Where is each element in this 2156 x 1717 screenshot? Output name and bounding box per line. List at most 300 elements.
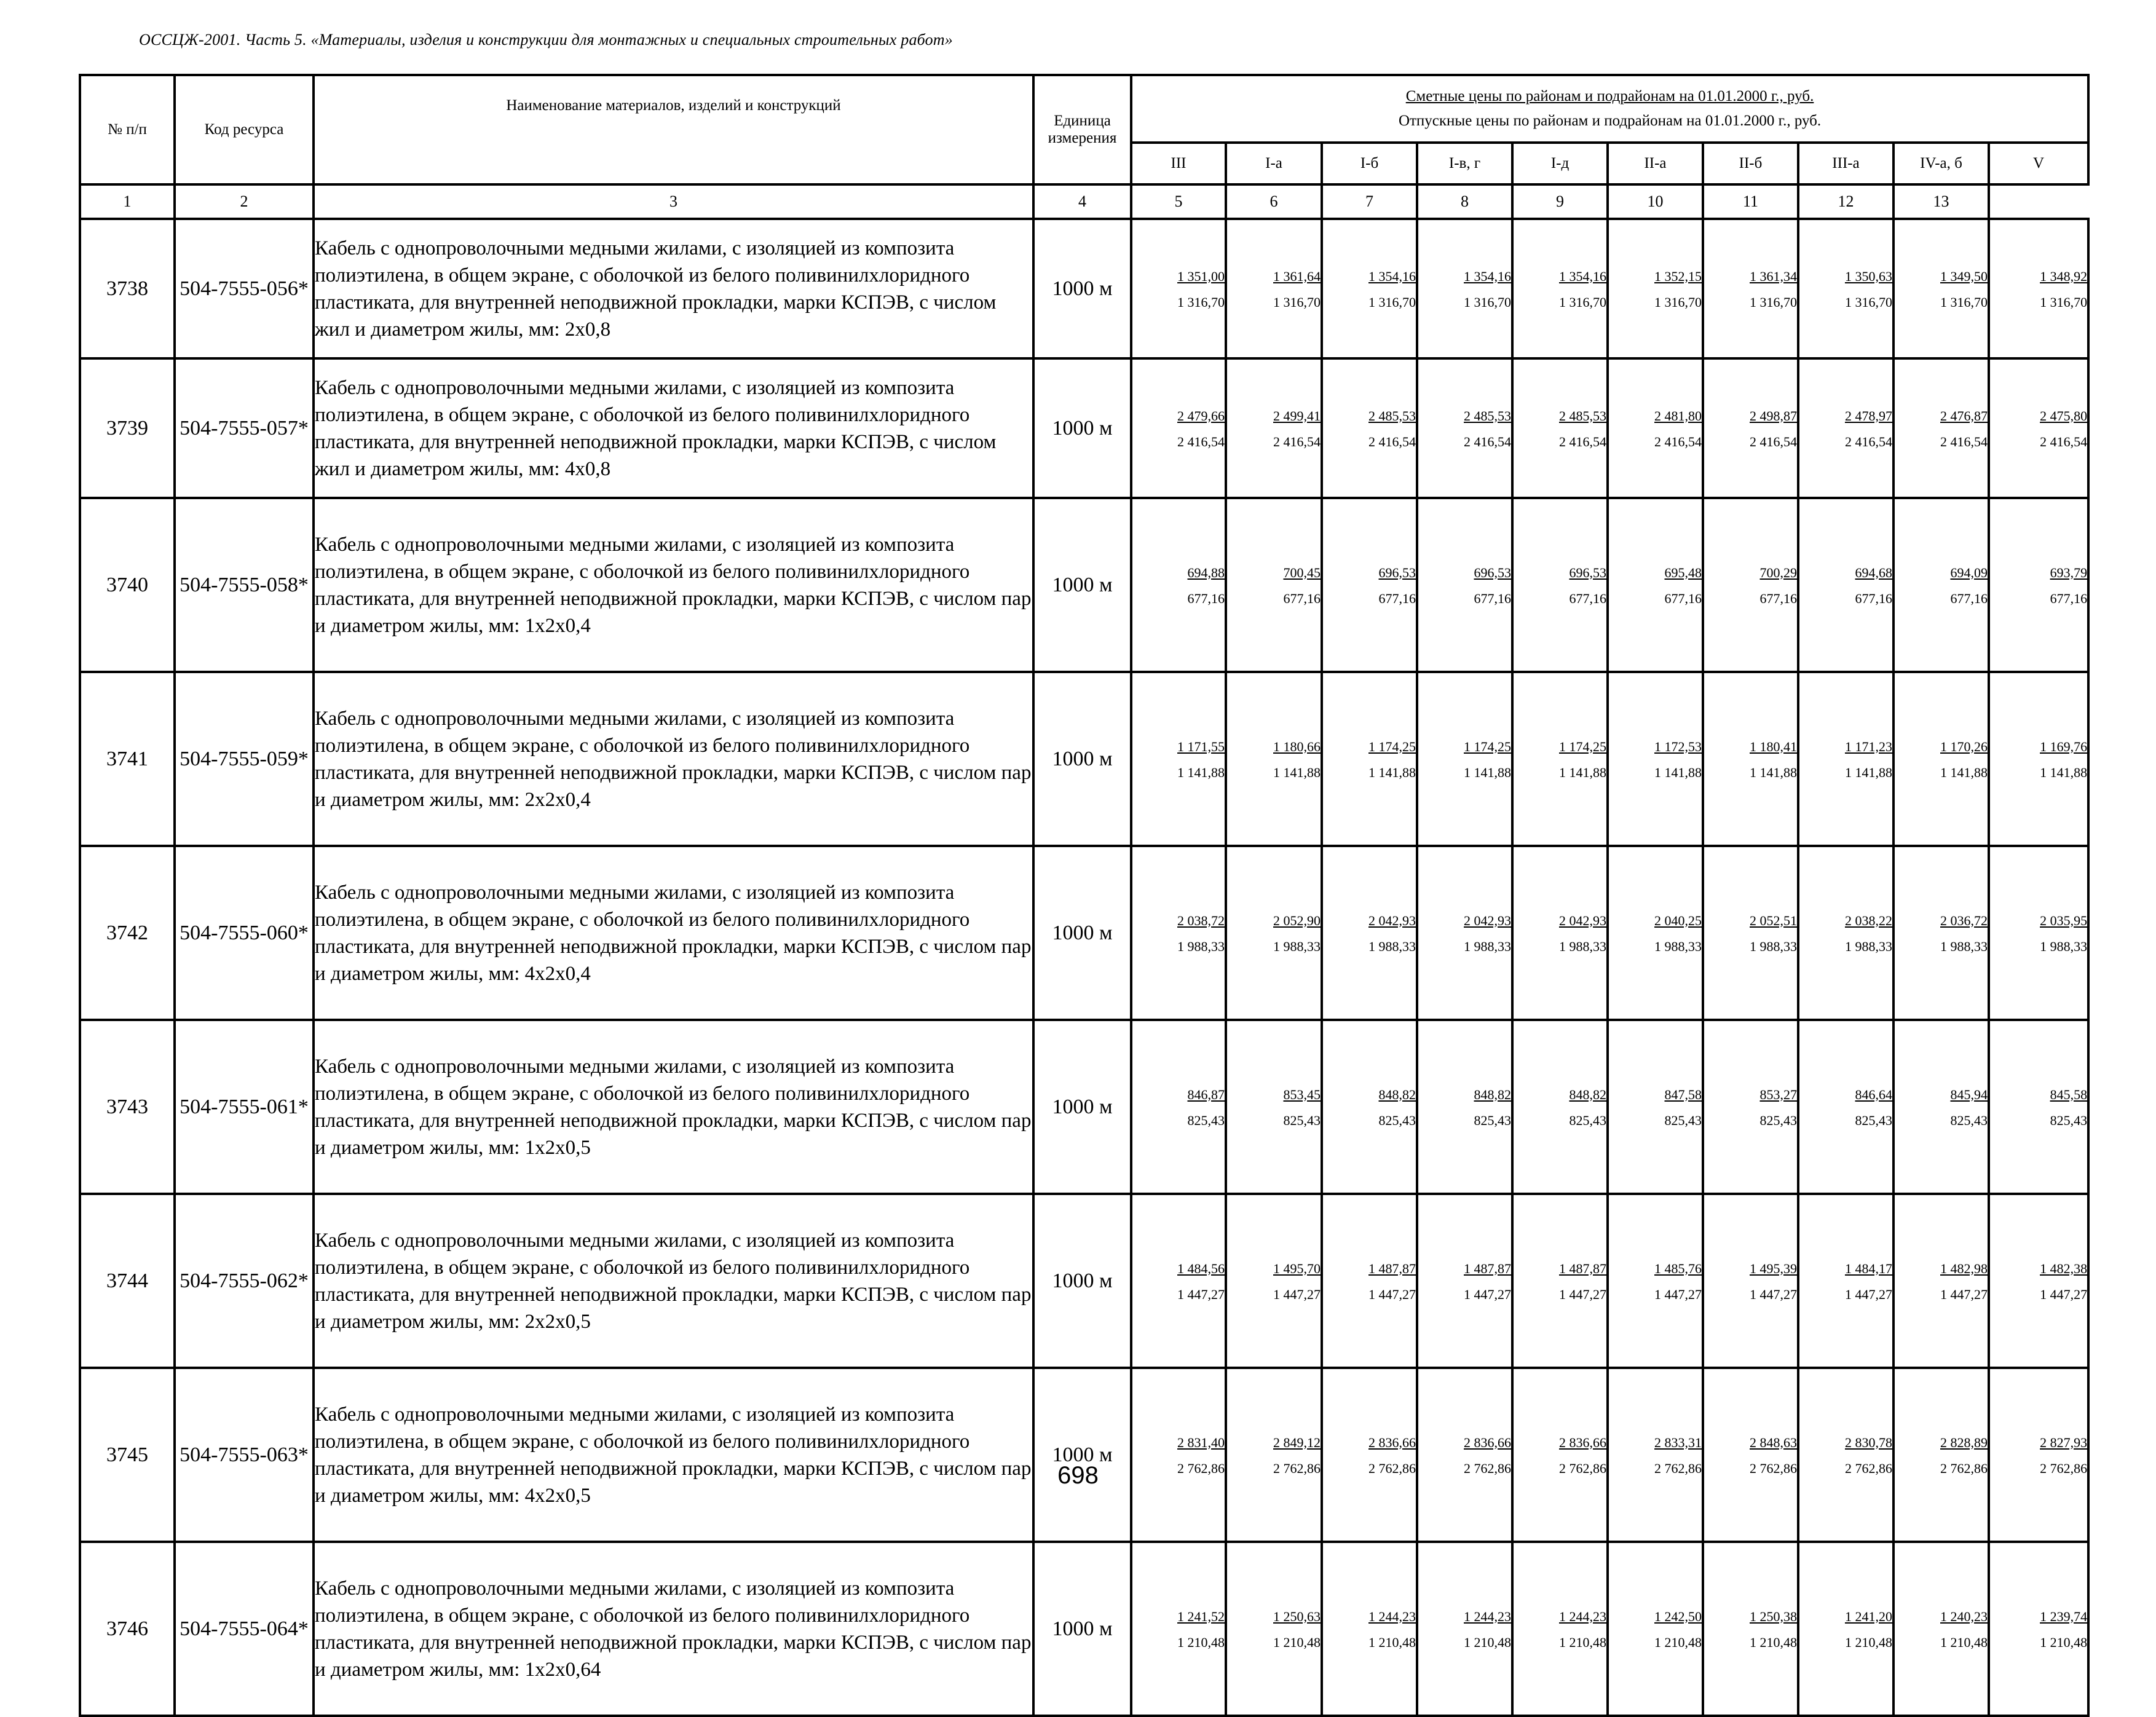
column-number: 2 <box>175 184 314 219</box>
estimate-price: 1 240,23 <box>1940 1608 1988 1624</box>
price-cell <box>1608 1368 1703 1542</box>
price-cell <box>1893 1020 1989 1194</box>
release-price: 1 447,27 <box>1177 1286 1225 1302</box>
resource-code: 504-7555-060* <box>175 846 314 1020</box>
release-price: 2 416,54 <box>1368 433 1416 449</box>
estimate-price: 694,09 <box>1950 564 1988 580</box>
release-price: 2 416,54 <box>1845 433 1892 449</box>
release-price: 1 210,48 <box>1464 1634 1511 1650</box>
release-price: 1 316,70 <box>1750 294 1797 310</box>
estimate-price: 1 241,20 <box>1845 1608 1892 1624</box>
price-cell <box>1798 1020 1893 1194</box>
price-cell <box>1893 1194 1989 1368</box>
release-price: 2 762,86 <box>2040 1460 2088 1476</box>
price-cell <box>1989 358 2088 498</box>
price-cell <box>1322 1194 1417 1368</box>
estimate-price: 2 042,93 <box>1464 912 1511 928</box>
material-name: Кабель с однопроволочными медными жилами, с изоляцией из композита полиэтилена, в общем экране, с оболочкой из белого поливинилхлоридного пластиката, для внутренней неподвижной прокладки, марки КСПЭВ, с числом пар и диаметром жилы, мм: 1х2х0,4 <box>314 498 1033 672</box>
material-name: Кабель с однопроволочными медными жилами, с изоляцией из композита полиэтилена, в общем экране, с оболочкой из белого поливинилхлоридного пластиката, для внутренней неподвижной прокладки, марки КСПЭВ, с числом жил и диаметром жилы, мм: 2х0,8 <box>314 219 1033 358</box>
price-cell <box>1512 1542 1608 1716</box>
unit-of-measure: 1000 м <box>1033 498 1131 672</box>
estimate-price: 2 828,89 <box>1940 1434 1988 1450</box>
release-price: 677,16 <box>1569 590 1606 606</box>
estimate-price: 2 042,93 <box>1559 912 1606 928</box>
unit-of-measure: 1000 м <box>1033 358 1131 498</box>
estimate-price: 2 849,12 <box>1273 1434 1321 1450</box>
header-prices <box>1131 75 2088 143</box>
column-number: 9 <box>1512 184 1608 219</box>
estimate-price: 1 174,25 <box>1559 738 1606 754</box>
price-cell <box>1226 358 1322 498</box>
release-price: 825,43 <box>1187 1112 1225 1128</box>
release-price: 1 210,48 <box>1654 1634 1702 1650</box>
estimate-price: 693,79 <box>2050 564 2088 580</box>
price-cell <box>1608 1542 1703 1716</box>
estimate-price: 1 241,52 <box>1177 1608 1225 1624</box>
estimate-price: 1 244,23 <box>1559 1608 1606 1624</box>
release-price: 1 447,27 <box>1368 1286 1416 1302</box>
material-name: Кабель с однопроволочными медными жилами, с изоляцией из композита полиэтилена, в общем экране, с оболочкой из белого поливинилхлоридного пластиката, для внутренней неподвижной прокладки, марки КСПЭВ, с числом пар и диаметром жилы, мм: 4х2х0,4 <box>314 846 1033 1020</box>
estimate-price: 2 836,66 <box>1464 1434 1511 1450</box>
estimate-price: 695,48 <box>1664 564 1702 580</box>
release-price: 1 141,88 <box>1177 764 1225 780</box>
estimate-price: 1 361,34 <box>1750 268 1797 284</box>
price-cell <box>1608 358 1703 498</box>
column-number: 8 <box>1417 184 1512 219</box>
price-cell <box>1512 1368 1608 1542</box>
column-number: 11 <box>1703 184 1798 219</box>
estimate-price: 848,82 <box>1569 1086 1606 1102</box>
estimate-price: 1 495,70 <box>1273 1260 1321 1276</box>
release-price: 1 141,88 <box>1273 764 1321 780</box>
region-header: III <box>1131 143 1226 184</box>
release-price: 677,16 <box>1855 590 1892 606</box>
price-cell <box>1226 1542 1322 1716</box>
price-cell <box>1322 358 1417 498</box>
release-price: 1 316,70 <box>1464 294 1511 310</box>
release-price: 1 316,70 <box>1559 294 1606 310</box>
header-code: Код ресурса <box>175 75 314 184</box>
release-price: 1 141,88 <box>1845 764 1892 780</box>
release-price: 2 416,54 <box>1559 433 1606 449</box>
release-price: 677,16 <box>1187 590 1225 606</box>
release-price: 2 416,54 <box>1750 433 1797 449</box>
estimate-price: 2 036,72 <box>1940 912 1988 928</box>
estimate-price: 1 482,38 <box>2040 1260 2088 1276</box>
resource-code: 504-7555-064* <box>175 1542 314 1716</box>
release-price: 1 447,27 <box>1940 1286 1988 1302</box>
estimate-price: 1 250,38 <box>1750 1608 1797 1624</box>
estimate-price: 1 180,41 <box>1750 738 1797 754</box>
region-header: I-б <box>1322 143 1417 184</box>
price-cell <box>1131 1542 1226 1716</box>
release-price: 825,43 <box>1378 1112 1416 1128</box>
release-price: 1 141,88 <box>1368 764 1416 780</box>
column-number: 5 <box>1131 184 1226 219</box>
release-price: 1 210,48 <box>1750 1634 1797 1650</box>
estimate-price: 845,94 <box>1950 1086 1988 1102</box>
region-header: IV-а, б <box>1893 143 1989 184</box>
estimate-price: 853,45 <box>1283 1086 1321 1102</box>
release-price: 2 416,54 <box>1177 433 1225 449</box>
price-cell <box>1322 219 1417 358</box>
price-cell <box>1322 846 1417 1020</box>
estimate-price: 1 361,64 <box>1273 268 1321 284</box>
price-cell <box>1322 498 1417 672</box>
table-row <box>80 672 2088 846</box>
estimate-price: 845,58 <box>2050 1086 2088 1102</box>
release-price: 1 447,27 <box>1750 1286 1797 1302</box>
price-cell <box>1989 219 2088 358</box>
unit-of-measure: 1000 м <box>1033 1020 1131 1194</box>
region-header: I-а <box>1226 143 1322 184</box>
region-header: II-а <box>1608 143 1703 184</box>
unit-of-measure: 1000 м <box>1033 1194 1131 1368</box>
price-cell <box>1417 672 1512 846</box>
estimate-price: 1 169,76 <box>2040 738 2088 754</box>
price-cell <box>1512 846 1608 1020</box>
material-name: Кабель с однопроволочными медными жилами, с изоляцией из композита полиэтилена, в общем экране, с оболочкой из белого поливинилхлоридного пластиката, для внутренней неподвижной прокладки, марки КСПЭВ, с числом пар и диаметром жилы, мм: 2х2х0,4 <box>314 672 1033 846</box>
estimate-price: 2 499,41 <box>1273 408 1321 424</box>
price-cell <box>1226 1194 1322 1368</box>
release-price: 825,43 <box>1569 1112 1606 1128</box>
column-number: 4 <box>1033 184 1131 219</box>
release-price: 677,16 <box>1283 590 1321 606</box>
release-price: 1 988,33 <box>1368 938 1416 954</box>
price-cell <box>1417 1542 1512 1716</box>
release-price: 677,16 <box>1378 590 1416 606</box>
price-cell <box>1226 672 1322 846</box>
estimate-price: 2 836,66 <box>1559 1434 1606 1450</box>
estimate-price: 1 487,87 <box>1559 1260 1606 1276</box>
estimate-price: 2 498,87 <box>1750 408 1797 424</box>
release-price: 2 416,54 <box>1273 433 1321 449</box>
price-cell <box>1989 672 2088 846</box>
price-cell <box>1131 1194 1226 1368</box>
release-price: 1 988,33 <box>1940 938 1988 954</box>
release-price: 1 988,33 <box>1559 938 1606 954</box>
release-price: 2 416,54 <box>1654 433 1702 449</box>
price-cell <box>1989 846 2088 1020</box>
estimate-price: 2 485,53 <box>1464 408 1511 424</box>
row-index: 3740 <box>80 498 175 672</box>
row-index: 3739 <box>80 358 175 498</box>
release-price: 1 988,33 <box>1177 938 1225 954</box>
estimate-price: 1 239,74 <box>2040 1608 2088 1624</box>
release-price: 1 141,88 <box>1940 764 1988 780</box>
header-unit: Единица измерения <box>1033 75 1131 184</box>
column-number: 1 <box>80 184 175 219</box>
table-body <box>80 219 2088 1716</box>
release-price: 677,16 <box>1950 590 1988 606</box>
estimate-price: 2 475,80 <box>2040 408 2088 424</box>
price-cell <box>1989 1194 2088 1368</box>
estimate-price: 1 244,23 <box>1464 1608 1511 1624</box>
estimate-price: 1 180,66 <box>1273 738 1321 754</box>
price-cell <box>1703 846 1798 1020</box>
price-cell <box>1131 1368 1226 1542</box>
estimate-price: 1 484,56 <box>1177 1260 1225 1276</box>
release-price: 1 316,70 <box>2040 294 2088 310</box>
release-price: 2 762,86 <box>1368 1460 1416 1476</box>
price-cell <box>1512 672 1608 846</box>
price-cell <box>1322 672 1417 846</box>
estimate-price: 696,53 <box>1569 564 1606 580</box>
column-number: 10 <box>1608 184 1703 219</box>
price-cell <box>1131 358 1226 498</box>
estimate-price: 700,29 <box>1759 564 1797 580</box>
release-price: 1 316,70 <box>1940 294 1988 310</box>
release-price: 1 210,48 <box>1273 1634 1321 1650</box>
release-price: 1 988,33 <box>2040 938 2088 954</box>
estimate-price: 2 833,31 <box>1654 1434 1702 1450</box>
price-cell <box>1798 498 1893 672</box>
price-cell <box>1703 1542 1798 1716</box>
release-price: 2 762,86 <box>1559 1460 1606 1476</box>
price-cell <box>1989 1368 2088 1542</box>
estimate-price: 853,27 <box>1759 1086 1797 1102</box>
estimate-price: 2 478,97 <box>1845 408 1892 424</box>
price-cell <box>1893 1368 1989 1542</box>
release-price: 2 762,86 <box>1273 1460 1321 1476</box>
price-cell <box>1417 1368 1512 1542</box>
header-prices-estimate: Сметные цены по районам и подрайонам на 01.01.2000 г., руб. <box>1405 88 1814 105</box>
price-cell <box>1226 219 1322 358</box>
release-price: 2 762,86 <box>1750 1460 1797 1476</box>
release-price: 1 210,48 <box>1177 1634 1225 1650</box>
estimate-price: 2 040,25 <box>1654 912 1702 928</box>
price-cell <box>1703 498 1798 672</box>
price-cell <box>1417 1020 1512 1194</box>
material-name: Кабель с однопроволочными медными жилами, с изоляцией из композита полиэтилена, в общем экране, с оболочкой из белого поливинилхлоридного пластиката, для внутренней неподвижной прокладки, марки КСПЭВ, с числом пар и диаметром жилы, мм: 1х2х0,5 <box>314 1020 1033 1194</box>
resource-code: 504-7555-061* <box>175 1020 314 1194</box>
price-cell <box>1322 1020 1417 1194</box>
estimate-price: 1 242,50 <box>1654 1608 1702 1624</box>
release-price: 1 141,88 <box>2040 764 2088 780</box>
release-price: 1 988,33 <box>1750 938 1797 954</box>
estimate-price: 1 171,55 <box>1177 738 1225 754</box>
release-price: 2 762,86 <box>1464 1460 1511 1476</box>
release-price: 1 316,70 <box>1368 294 1416 310</box>
material-name: Кабель с однопроволочными медными жилами, с изоляцией из композита полиэтилена, в общем экране, с оболочкой из белого поливинилхлоридного пластиката, для внутренней неподвижной прокладки, марки КСПЭВ, с числом пар и диаметром жилы, мм: 2х2х0,5 <box>314 1194 1033 1368</box>
release-price: 1 210,48 <box>1940 1634 1988 1650</box>
unit-of-measure: 1000 м <box>1033 219 1131 358</box>
column-number: 12 <box>1798 184 1893 219</box>
release-price: 1 210,48 <box>1559 1634 1606 1650</box>
price-cell <box>1131 846 1226 1020</box>
price-cell <box>1893 219 1989 358</box>
estimate-price: 2 836,66 <box>1368 1434 1416 1450</box>
price-cell <box>1608 498 1703 672</box>
price-cell <box>1608 846 1703 1020</box>
estimate-price: 694,68 <box>1855 564 1892 580</box>
estimate-price: 1 350,63 <box>1845 268 1892 284</box>
material-name: Кабель с однопроволочными медными жилами, с изоляцией из композита полиэтилена, в общем экране, с оболочкой из белого поливинилхлоридного пластиката, для внутренней неподвижной прокладки, марки КСПЭВ, с числом пар и диаметром жилы, мм: 4х2х0,5 <box>314 1368 1033 1542</box>
region-header: I-д <box>1512 143 1608 184</box>
estimate-price: 846,87 <box>1187 1086 1225 1102</box>
estimate-price: 696,53 <box>1474 564 1511 580</box>
region-header: V <box>1989 143 2088 184</box>
release-price: 1 447,27 <box>1273 1286 1321 1302</box>
estimate-price: 2 052,51 <box>1750 912 1797 928</box>
price-cell <box>1798 846 1893 1020</box>
price-cell <box>1512 358 1608 498</box>
estimate-price: 2 481,80 <box>1654 408 1702 424</box>
price-cell <box>1322 1542 1417 1716</box>
price-cell <box>1417 1194 1512 1368</box>
price-cell <box>1226 846 1322 1020</box>
estimate-price: 1 244,23 <box>1368 1608 1416 1624</box>
release-price: 1 316,70 <box>1845 294 1892 310</box>
estimate-price: 2 830,78 <box>1845 1434 1892 1450</box>
price-cell <box>1322 1368 1417 1542</box>
resource-code: 504-7555-058* <box>175 498 314 672</box>
price-cell <box>1798 1368 1893 1542</box>
release-price: 1 210,48 <box>2040 1634 2088 1650</box>
estimate-price: 846,64 <box>1855 1086 1892 1102</box>
row-index: 3738 <box>80 219 175 358</box>
estimate-price: 848,82 <box>1474 1086 1511 1102</box>
estimate-price: 700,45 <box>1283 564 1321 580</box>
release-price: 825,43 <box>1283 1112 1321 1128</box>
table-row <box>80 1542 2088 1716</box>
column-number: 7 <box>1322 184 1417 219</box>
document-header: ОССЦЖ-2001. Часть 5. «Материалы, изделия и конструкции для монтажных и специальных строительных работ» <box>139 31 953 49</box>
price-cell <box>1131 1020 1226 1194</box>
release-price: 1 447,27 <box>1464 1286 1511 1302</box>
price-cell <box>1226 1368 1322 1542</box>
estimate-price: 2 035,95 <box>2040 912 2088 928</box>
price-cell <box>1703 1368 1798 1542</box>
price-cell <box>1608 1020 1703 1194</box>
price-cell <box>1226 1020 1322 1194</box>
release-price: 2 762,86 <box>1845 1460 1892 1476</box>
row-index: 3743 <box>80 1020 175 1194</box>
estimate-price: 1 174,25 <box>1368 738 1416 754</box>
release-price: 677,16 <box>2050 590 2088 606</box>
unit-of-measure: 1000 м <box>1033 846 1131 1020</box>
release-price: 2 416,54 <box>1940 433 1988 449</box>
price-cell <box>1703 219 1798 358</box>
estimate-price: 1 349,50 <box>1940 268 1988 284</box>
estimate-price: 848,82 <box>1378 1086 1416 1102</box>
release-price: 1 316,70 <box>1177 294 1225 310</box>
estimate-price: 1 487,87 <box>1464 1260 1511 1276</box>
table-row <box>80 846 2088 1020</box>
column-number: 6 <box>1226 184 1322 219</box>
price-cell <box>1417 358 1512 498</box>
price-cell <box>1608 672 1703 846</box>
release-price: 677,16 <box>1759 590 1797 606</box>
estimate-price: 2 485,53 <box>1559 408 1606 424</box>
row-index: 3744 <box>80 1194 175 1368</box>
release-price: 2 762,86 <box>1940 1460 1988 1476</box>
header-row-top <box>80 75 2088 143</box>
header-row-numbers <box>80 184 2088 219</box>
row-index: 3746 <box>80 1542 175 1716</box>
estimate-price: 2 831,40 <box>1177 1434 1225 1450</box>
release-price: 2 762,86 <box>1654 1460 1702 1476</box>
price-cell <box>1798 358 1893 498</box>
header-name: Наименование материалов, изделий и конструкций <box>314 75 1033 184</box>
estimate-price: 2 485,53 <box>1368 408 1416 424</box>
price-cell <box>1703 1194 1798 1368</box>
release-price: 825,43 <box>1474 1112 1511 1128</box>
price-cell <box>1989 1542 2088 1716</box>
release-price: 1 210,48 <box>1368 1634 1416 1650</box>
price-cell <box>1798 1194 1893 1368</box>
resource-code: 504-7555-062* <box>175 1194 314 1368</box>
release-price: 1 988,33 <box>1273 938 1321 954</box>
estimate-price: 1 487,87 <box>1368 1260 1416 1276</box>
header-idx: № п/п <box>80 75 175 184</box>
release-price: 1 447,27 <box>2040 1286 2088 1302</box>
estimate-price: 1 484,17 <box>1845 1260 1892 1276</box>
estimate-price: 1 174,25 <box>1464 738 1511 754</box>
column-number: 13 <box>1893 184 1989 219</box>
price-cell <box>1608 219 1703 358</box>
table-row <box>80 219 2088 358</box>
release-price: 1 447,27 <box>1559 1286 1606 1302</box>
release-price: 1 988,33 <box>1845 938 1892 954</box>
release-price: 825,43 <box>1664 1112 1702 1128</box>
table-row <box>80 358 2088 498</box>
estimate-price: 847,58 <box>1664 1086 1702 1102</box>
estimate-price: 1 354,16 <box>1559 268 1606 284</box>
estimate-price: 2 848,63 <box>1750 1434 1797 1450</box>
price-cell <box>1893 498 1989 672</box>
estimate-price: 2 827,93 <box>2040 1434 2088 1450</box>
release-price: 1 316,70 <box>1273 294 1321 310</box>
release-price: 2 762,86 <box>1177 1460 1225 1476</box>
page-number: 698 <box>1057 1462 1099 1489</box>
estimate-price: 1 485,76 <box>1654 1260 1702 1276</box>
estimate-price: 1 482,98 <box>1940 1260 1988 1276</box>
estimate-price: 1 352,15 <box>1654 268 1702 284</box>
estimate-price: 2 042,93 <box>1368 912 1416 928</box>
release-price: 2 416,54 <box>1464 433 1511 449</box>
release-price: 1 988,33 <box>1464 938 1511 954</box>
price-cell <box>1893 358 1989 498</box>
release-price: 1 141,88 <box>1654 764 1702 780</box>
release-price: 1 210,48 <box>1845 1634 1892 1650</box>
release-price: 1 316,70 <box>1654 294 1702 310</box>
table-row <box>80 498 2088 672</box>
resource-code: 504-7555-059* <box>175 672 314 846</box>
estimate-price: 1 354,16 <box>1464 268 1511 284</box>
estimate-price: 1 171,23 <box>1845 738 1892 754</box>
estimate-price: 2 479,66 <box>1177 408 1225 424</box>
release-price: 1 141,88 <box>1750 764 1797 780</box>
resource-code: 504-7555-056* <box>175 219 314 358</box>
estimate-price: 2 038,72 <box>1177 912 1225 928</box>
price-cell <box>1512 1194 1608 1368</box>
price-cell <box>1131 498 1226 672</box>
price-cell <box>1512 498 1608 672</box>
estimate-price: 696,53 <box>1378 564 1416 580</box>
estimate-price: 1 170,26 <box>1940 738 1988 754</box>
row-index: 3745 <box>80 1368 175 1542</box>
estimate-price: 2 038,22 <box>1845 912 1892 928</box>
price-cell <box>1512 1020 1608 1194</box>
price-cell <box>1798 672 1893 846</box>
price-cell <box>1703 1020 1798 1194</box>
release-price: 1 988,33 <box>1654 938 1702 954</box>
price-cell <box>1417 498 1512 672</box>
estimate-price: 2 052,90 <box>1273 912 1321 928</box>
estimate-price: 1 351,00 <box>1177 268 1225 284</box>
estimate-price: 1 172,53 <box>1654 738 1702 754</box>
